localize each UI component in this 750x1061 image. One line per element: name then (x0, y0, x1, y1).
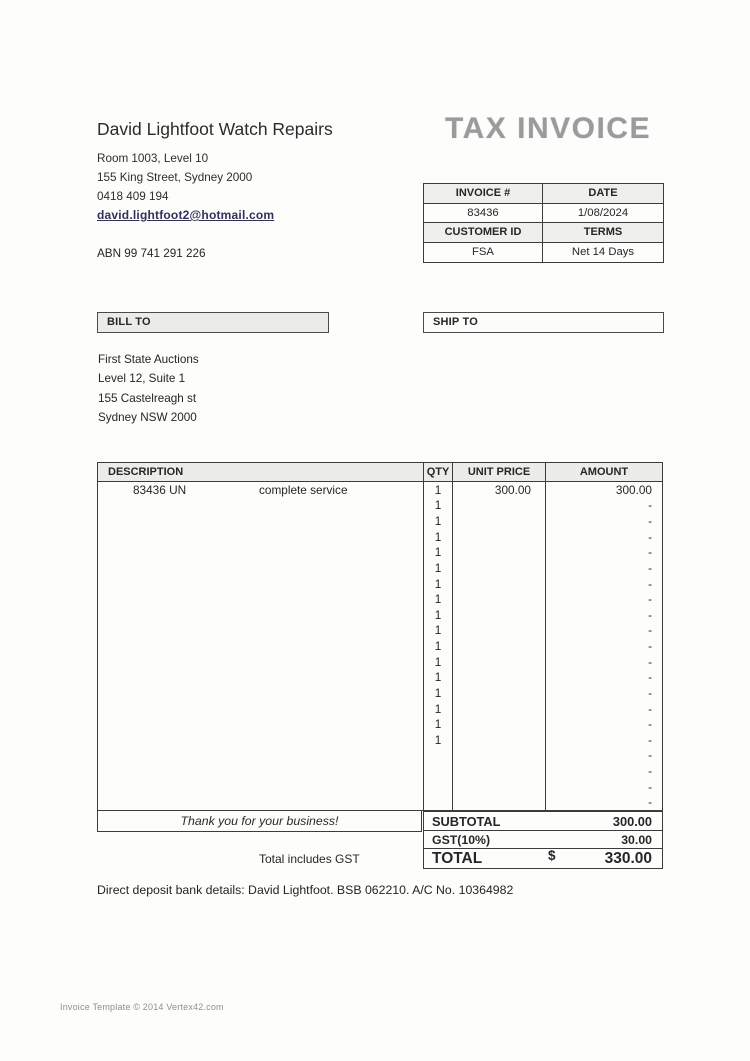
item-description-cell (98, 560, 423, 576)
item-amount-cell: - (545, 513, 662, 529)
table-row (98, 513, 662, 529)
bill-to-line: Sydney NSW 2000 (98, 410, 197, 424)
item-amount-cell: - (545, 638, 662, 654)
date-value: 1/08/2024 (543, 204, 663, 224)
item-description: complete service (259, 482, 348, 497)
item-amount-cell: - (545, 623, 662, 639)
item-qty-cell: 1 (423, 670, 453, 686)
item-unit-price-cell (453, 591, 545, 607)
item-description-cell (98, 763, 423, 779)
item-description-cell (98, 701, 423, 717)
table-row (98, 545, 662, 561)
bill-to-line: First State Auctions (98, 353, 199, 366)
item-unit-price-cell (453, 670, 545, 686)
item-qty-cell: 1 (423, 716, 453, 732)
table-row (98, 560, 662, 576)
item-unit-price-cell (453, 545, 545, 561)
item-unit-price-cell: 300.00 (494, 482, 531, 497)
table-row (98, 779, 662, 795)
item-amount-cell: - (545, 779, 662, 795)
item-amount-cell: - (545, 685, 662, 701)
item-qty-cell: 1 (423, 701, 453, 717)
table-row (98, 670, 662, 686)
item-description-cell (98, 513, 423, 529)
template-credit: Invoice Template © 2014 Vertex42.com (60, 1002, 224, 1012)
invoice-number-header: INVOICE # (424, 184, 543, 204)
gst-label: GST(10%) (432, 832, 491, 847)
item-unit-price-cell (453, 607, 545, 623)
items-table-body (98, 482, 662, 810)
table-row (98, 701, 662, 717)
item-qty-cell: 1 (423, 623, 453, 639)
item-description-cell (98, 545, 423, 561)
item-description-cell (98, 607, 423, 623)
invoice-meta-table (423, 183, 664, 263)
item-unit-price-cell (453, 748, 545, 764)
item-code: 83436 UN (133, 482, 187, 497)
bill-to-address (98, 350, 199, 427)
company-abn: ABN 99 741 291 226 (97, 247, 206, 260)
item-qty-cell (423, 779, 453, 795)
item-unit-price-cell (453, 560, 545, 576)
item-unit-price-cell (453, 685, 545, 701)
subtotal-label: SUBTOTAL (432, 813, 501, 829)
qty-column-header: QTY (423, 463, 453, 481)
total-row (424, 849, 662, 868)
currency-symbol: $ (548, 848, 556, 863)
item-qty-cell (423, 795, 453, 811)
item-description-cell (98, 638, 423, 654)
company-address-line1: Room 1003, Level 10 (97, 152, 209, 165)
description-column-header: DESCRIPTION (108, 466, 184, 478)
invoice-number-value: 83436 (424, 204, 543, 224)
item-unit-price-cell (453, 779, 545, 795)
table-row (98, 498, 662, 514)
bank-details: Direct deposit bank details: David Lightfoot. BSB 062210. A/C No. 10364982 (97, 883, 514, 897)
item-description-cell (98, 482, 423, 498)
unit-price-column-header: UNIT PRICE (467, 466, 531, 478)
table-row (98, 732, 662, 748)
item-amount-cell: - (545, 654, 662, 670)
ship-to-header: SHIP TO (423, 312, 664, 333)
thank-you-message: Thank you for your business! (97, 810, 422, 832)
totals-box (423, 811, 663, 869)
item-amount-cell: - (545, 716, 662, 732)
item-description-cell (98, 498, 423, 514)
item-description-cell (98, 716, 423, 732)
item-qty-cell: 1 (423, 607, 453, 623)
item-amount-cell: - (545, 795, 662, 811)
table-row (98, 685, 662, 701)
item-unit-price-cell (453, 654, 545, 670)
table-row (98, 638, 662, 654)
document-title: TAX INVOICE (445, 112, 651, 145)
bill-to-line: Level 12, Suite 1 (98, 372, 186, 386)
table-row (98, 607, 662, 623)
items-table (97, 462, 663, 811)
item-unit-price-cell (453, 529, 545, 545)
item-unit-price-cell (453, 763, 545, 779)
table-row (98, 482, 662, 498)
item-unit-price-cell (453, 795, 545, 811)
item-amount-cell: - (545, 576, 662, 592)
item-qty-cell: 1 (423, 482, 453, 498)
table-row (98, 748, 662, 764)
item-description-cell (98, 779, 423, 795)
item-amount-cell: 300.00 (545, 482, 662, 498)
company-address-line2: 155 King Street, Sydney 2000 (97, 171, 253, 184)
date-header: DATE (543, 184, 663, 204)
item-description-cell (98, 732, 423, 748)
item-qty-cell: 1 (423, 638, 453, 654)
item-qty-cell: 1 (423, 591, 453, 607)
item-qty-cell (423, 748, 453, 764)
item-unit-price-cell (453, 498, 545, 514)
gst-inclusive-note: Total includes GST (259, 852, 360, 866)
amount-column-header: AMOUNT (545, 463, 662, 481)
table-row (98, 716, 662, 732)
item-description-cell (98, 623, 423, 639)
company-name: David Lightfoot Watch Repairs (97, 119, 333, 139)
gst-row (424, 831, 662, 849)
subtotal-value: 300.00 (612, 813, 652, 829)
item-amount-cell: - (545, 545, 662, 561)
item-description-cell (98, 670, 423, 686)
item-qty-cell: 1 (423, 529, 453, 545)
item-amount-cell: - (545, 529, 662, 545)
item-description-cell (98, 654, 423, 670)
item-unit-price-cell (453, 638, 545, 654)
item-qty-cell: 1 (423, 560, 453, 576)
item-description-cell (98, 576, 423, 592)
total-value: 330.00 (604, 849, 652, 867)
table-row (98, 576, 662, 592)
item-amount-cell: - (545, 607, 662, 623)
item-qty-cell: 1 (423, 576, 453, 592)
terms-value: Net 14 Days (571, 246, 635, 259)
item-unit-price-cell (453, 513, 545, 529)
table-row (98, 763, 662, 779)
terms-header: TERMS (543, 223, 663, 243)
customer-id-value: FSA (424, 243, 543, 263)
item-unit-price-cell (453, 732, 545, 748)
item-unit-price-cell (453, 576, 545, 592)
item-description-cell (98, 529, 423, 545)
table-row (98, 591, 662, 607)
item-amount-cell: - (545, 748, 662, 764)
total-label: TOTAL (432, 849, 483, 867)
item-amount-cell: - (545, 591, 662, 607)
item-description-cell (98, 591, 423, 607)
item-unit-price-cell (453, 623, 545, 639)
gst-value: 30.00 (621, 832, 652, 847)
table-row (98, 654, 662, 670)
item-description-cell (98, 685, 423, 701)
company-phone: 0418 409 194 (97, 190, 169, 203)
item-amount-cell: - (545, 498, 662, 514)
items-table-header (98, 463, 662, 482)
item-amount-cell: - (545, 701, 662, 717)
item-qty-cell: 1 (423, 685, 453, 701)
item-amount-cell: - (545, 560, 662, 576)
table-row (98, 795, 662, 811)
item-qty-cell: 1 (423, 545, 453, 561)
company-email-link: david.lightfoot2@hotmail.com (97, 208, 275, 222)
item-qty-cell: 1 (423, 513, 453, 529)
item-qty-cell (423, 763, 453, 779)
item-qty-cell: 1 (423, 498, 453, 514)
item-amount-cell: - (545, 732, 662, 748)
item-amount-cell: - (545, 670, 662, 686)
table-row (98, 623, 662, 639)
item-description-cell (98, 795, 423, 811)
subtotal-row (424, 812, 662, 831)
item-qty-cell: 1 (423, 732, 453, 748)
item-unit-price-cell (453, 716, 545, 732)
bill-to-line: 155 Castelreagh st (98, 391, 197, 405)
customer-id-header: CUSTOMER ID (424, 223, 543, 243)
bill-to-header: BILL TO (97, 312, 329, 333)
item-amount-cell: - (545, 763, 662, 779)
item-qty-cell: 1 (423, 654, 453, 670)
item-unit-price-cell (453, 701, 545, 717)
item-description-cell (98, 748, 423, 764)
table-row (98, 529, 662, 545)
